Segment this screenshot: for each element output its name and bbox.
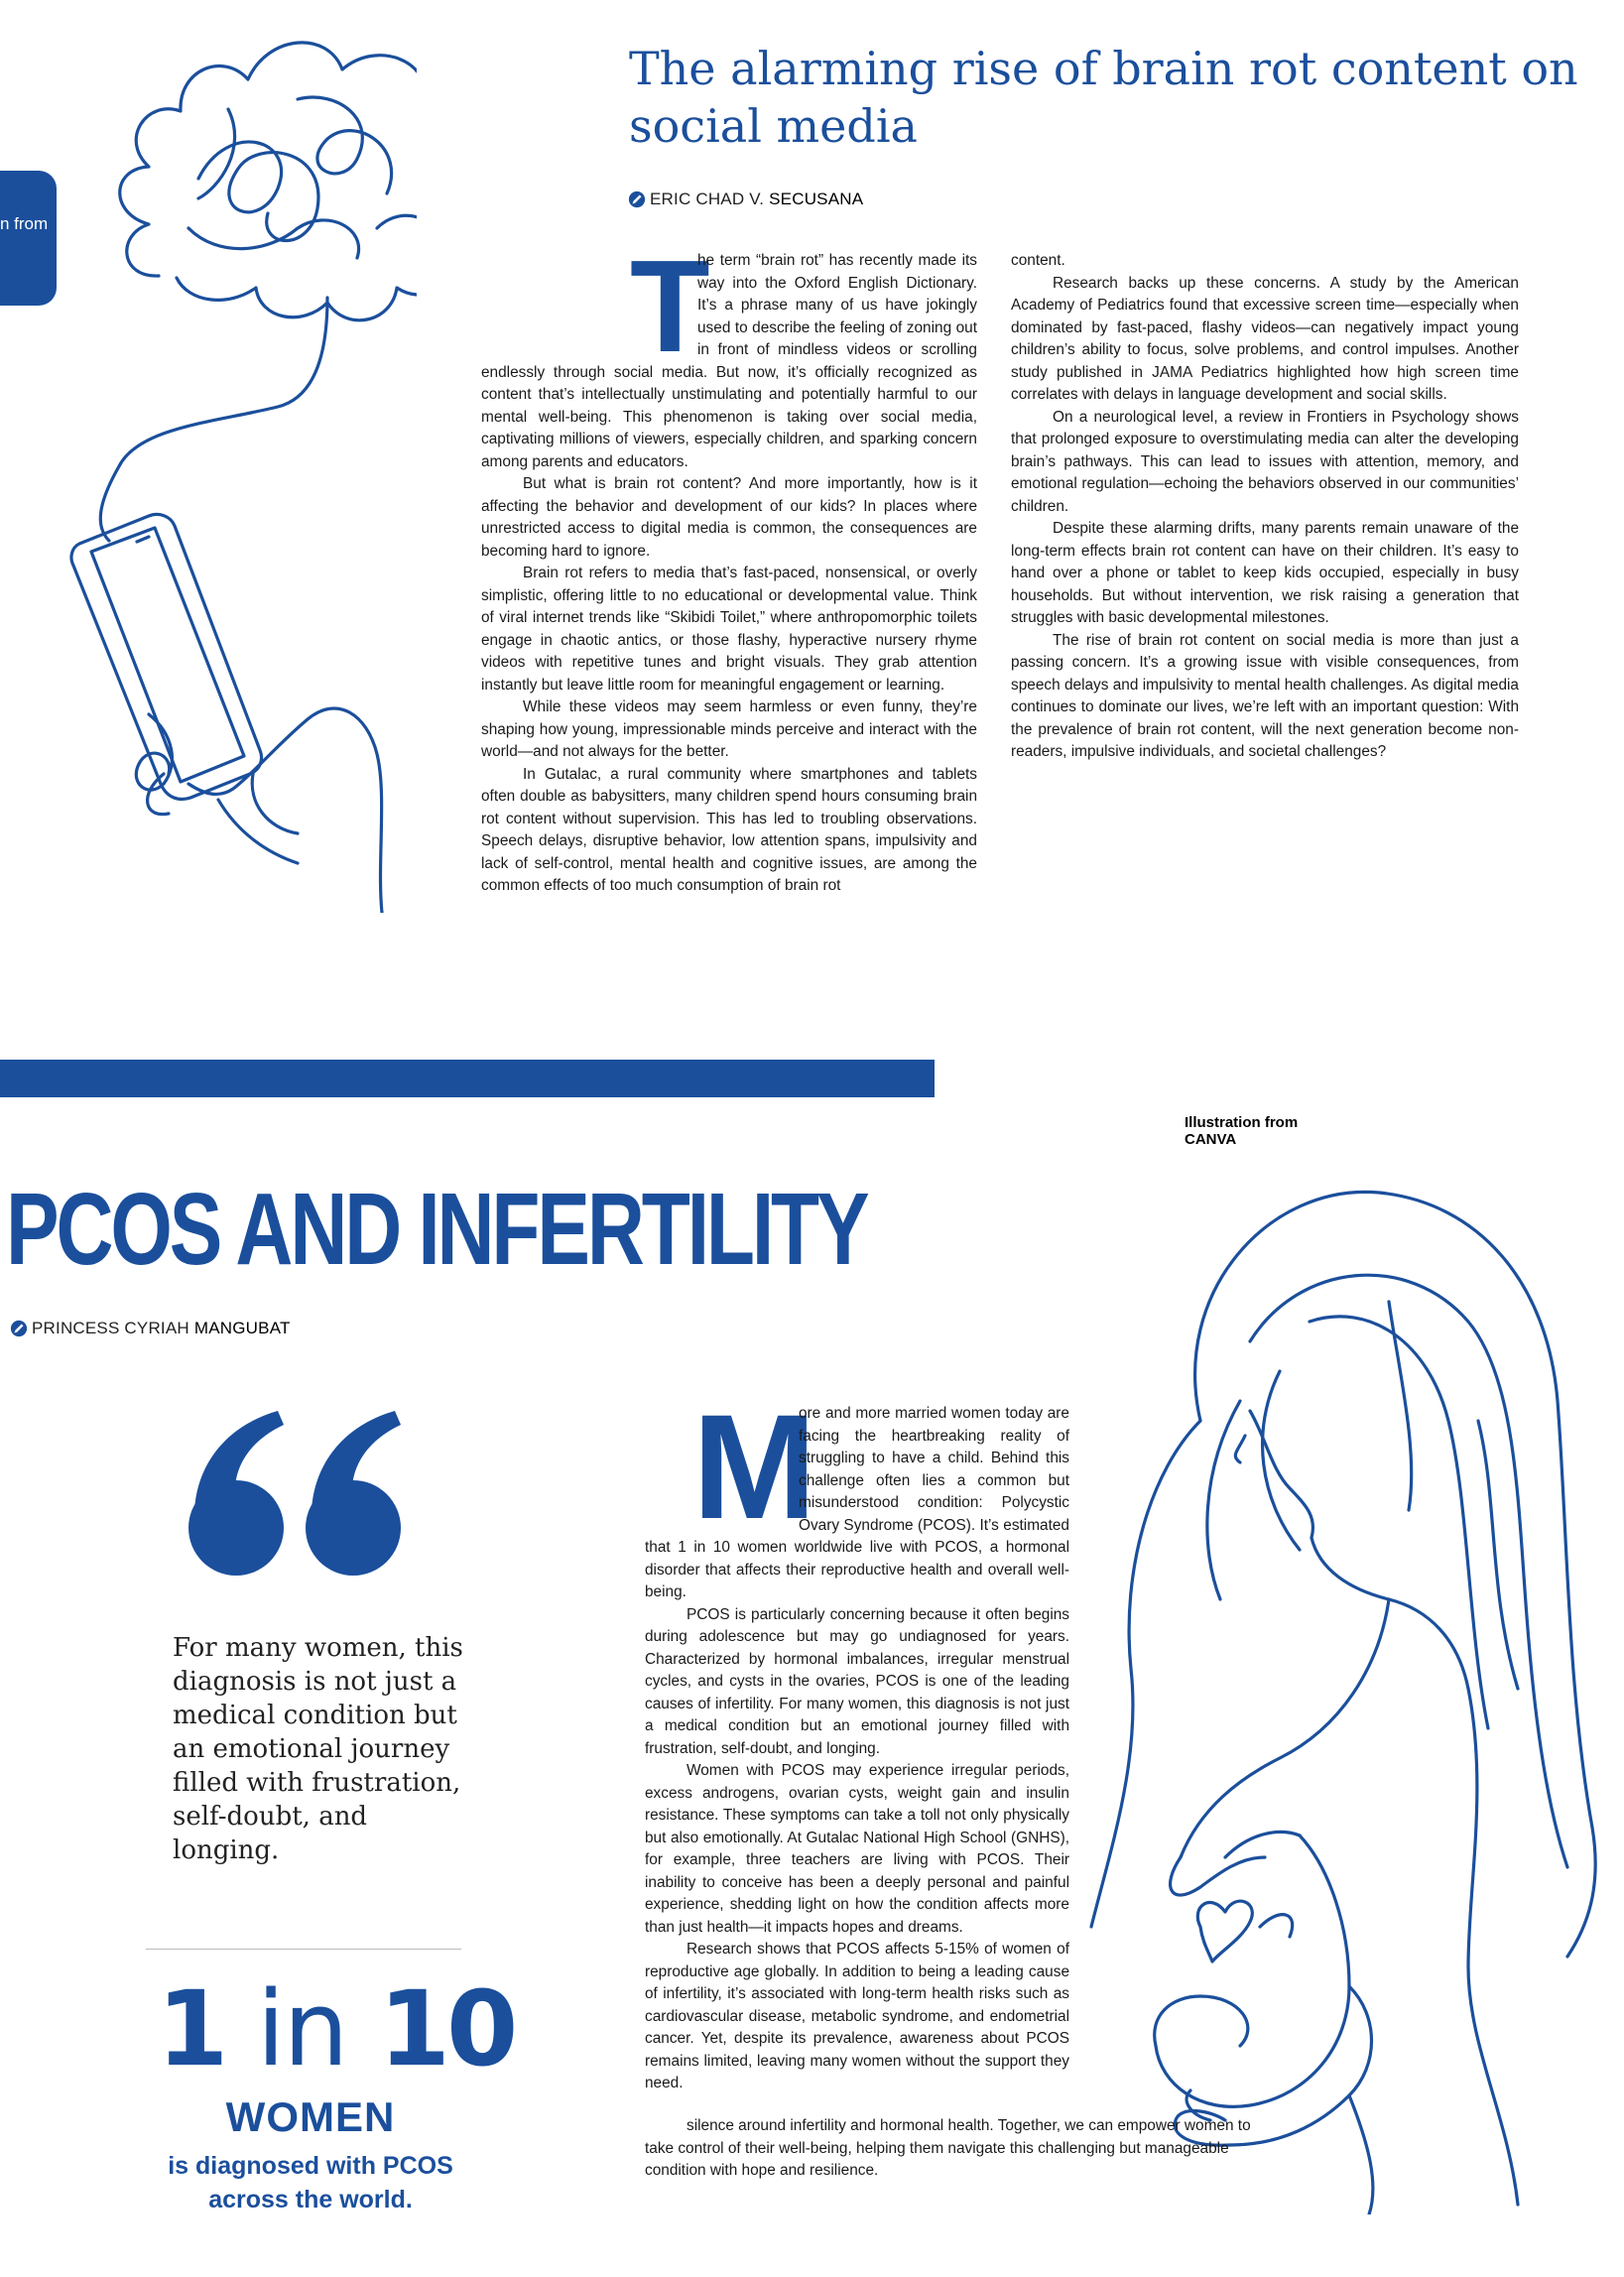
author-last: SECUSANA (769, 190, 864, 208)
author-first: PRINCESS CYRIAH (32, 1319, 189, 1337)
brain-phone-illustration (0, 0, 417, 913)
pen-icon (10, 1320, 28, 1337)
stat-figure (157, 1968, 515, 2089)
paragraph: But what is brain rot content? And more importantly, how is it affecting the behavior and development of our kids? In places where unrestricted access to digital media is common, the consequences are becoming hard to ignore. (481, 475, 977, 560)
paragraph: On a neurological level, a review in Frontiers in Psychology shows that prolonged exposure to overstimulating media can alter the developing brain’s pathways. This can lead to issues with attention, memory, and emotional regulation—echoing the behaviors observed in our communities’ children. (1011, 408, 1519, 515)
credit-line-1: Illustration from (1185, 1114, 1299, 1131)
paragraph: While these videos may seem harmless or even funny, they’re shaping how young, impressionable minds perceive and interact with the world—and not always for the better. (481, 698, 977, 760)
author-first: ERIC CHAD V. (650, 190, 765, 208)
drop-cap: M (692, 1383, 816, 1550)
page-edge-tab (0, 171, 57, 306)
paragraph: Brain rot refers to media that’s fast-paced, nonsensical, or overly simplistic, offering little to no educational or developmental value. Think of viral internet trends like “Skibidi Toilet,” where anthropomorphic toilets engage in chaotic antics, or those flashy, hyperactive nursery rhyme videos with repetitive tunes and bright visuals. They grab attention instantly but leave little room for meaningful engagement or learning. (481, 565, 977, 694)
stat-number-2: 10 (378, 1968, 515, 2089)
article-closing (645, 2115, 1260, 2183)
side-tab-text: n from (0, 214, 49, 233)
paragraph: content. (1011, 252, 1065, 269)
stat-in: in (256, 1968, 347, 2089)
paragraph: Research backs up these concerns. A study by the American Academy of Pediatrics found that excessive screen time—especially when dominated by fast-paced, flashy videos—can negatively impact young children’s ability to focus, solve problems, and control impulses. Another study published in JAMA Pediatrics highlighted how high screen time correlates with delays in language development and social skills. (1011, 274, 1519, 403)
divider-rule (146, 1949, 461, 1950)
quote-mark-icon (187, 1411, 417, 1578)
article-title: PCOS AND INFERTILITY (6, 1172, 867, 1286)
stat-number-1: 1 (157, 1968, 225, 2089)
paragraph: he term “brain rot” has recently made its way into the Oxford English Dictionary. It’s a phrase many of us have jokingly used to describe the feeling of zoning out in front of mindless videos or scrolling endlessly through social media. But now, it’s officially recognized as content that’s intellectually unstimulating and potentially harmful to our mental well-being. This phenomenon is taking over social media, captivating millions of viewers, especially children, and sparking concern among parents and educators. (481, 252, 977, 470)
article-body (645, 1383, 1069, 2095)
pregnant-woman-illustration (1052, 1173, 1607, 2214)
byline (10, 1319, 291, 1338)
illustration-credit (1185, 1114, 1298, 1148)
article-column-2 (1011, 250, 1519, 764)
paragraph: The rise of brain rot content on social media is more than just a passing concern. It’s a growing issue with visible consequences, from speech delays and impulsivity to mental health challenges. As digital media continues to dominate our lives, we’re left with an important question: With the prevalence of brain rot content, will the next generation become non-readers, impulsive individuals, and societal challenges? (1011, 631, 1519, 760)
paragraph: PCOS is particularly concerning because it often begins during adolescence but may go undiagnosed for years. Characterized by hormonal imbalances, irregular menstrual cycles, and cysts in the ovaries, PCOS is one of the leading causes of infertility. For many women, this diagnosis is not just a medical condition but an emotional journey filled with frustration, self-doubt, and longing. (645, 1605, 1069, 1757)
section-divider-bar (0, 1060, 935, 1097)
paragraph: ore and more married women today are facing the heartbreaking reality of struggling to have a child. Behind this challenge often lies a common but misunderstood condition: Polycystic Ovary Syndrome (PCOS). It’s estimated that 1 in 10 women worldwide live with PCOS, a hormonal disorder that affects their reproductive health and overall well-being. (645, 1405, 1069, 1600)
article-column-1 (481, 233, 977, 898)
paragraph: In Gutalac, a rural community where smartphones and tablets often double as babysitters, many children spend hours consuming brain rot content without supervision. This has led to troubling observations. Speech delays, disruptive behavior, low attention spans, impulsivity and lack of self-control, mental health and cognitive issues, are among the common effects of too much consumption of brain rot (481, 765, 977, 894)
paragraph: Women with PCOS may experience irregular periods, excess androgens, ovarian cysts, weight gain and insulin resistance. These symptoms can take a toll not only physically but also emotionally. At Gutalac National High School (GNHS), for example, three teachers are living with PCOS. Their inability to conceive has been a deeply personal and painful experience, shedding light on how the condition affects more than just health—it impacts hopes and dreams. (645, 1762, 1069, 1936)
article-title: The alarming rise of brain rot content on social media (629, 42, 1578, 153)
byline (628, 190, 863, 209)
stat-label: WOMEN (225, 2093, 396, 2140)
pull-quote: For many women, this diagnosis is not just a medical condition but an emotional journey filled with frustration, self-doubt, and longing. (173, 1633, 463, 1865)
drop-cap: T (630, 233, 710, 379)
credit-line-2: CANVA (1185, 1131, 1237, 1148)
paragraph: Despite these alarming drifts, many parents remain unaware of the long-term effects brain rot content can have on their children. It’s easy to hand over a phone or tablet to keep kids occupied, especially in busy households. But without intervention, we risk raising a generation that struggles with basic developmental milestones. (1011, 520, 1519, 626)
paragraph: Research shows that PCOS affects 5-15% of women of reproductive age globally. In addition to being a leading cause of infertility, it’s associated with long-term health risks such as cardiovascular disease, metabolic syndrome, and endometrial cancer. Yet, despite its prevalence, awareness about PCOS remains limited, leaving many women without the support they need. (645, 1941, 1069, 2091)
stat-caption: is diagnosed with PCOS across the world. (168, 2152, 453, 2214)
pen-icon (628, 190, 646, 208)
author-last: MANGUBAT (193, 1319, 291, 1337)
paragraph: silence around infertility and hormonal health. Together, we can empower women to take control of their well-being, helping them navigate this challenging but manageable condition with hope and resilience. (645, 2117, 1251, 2179)
